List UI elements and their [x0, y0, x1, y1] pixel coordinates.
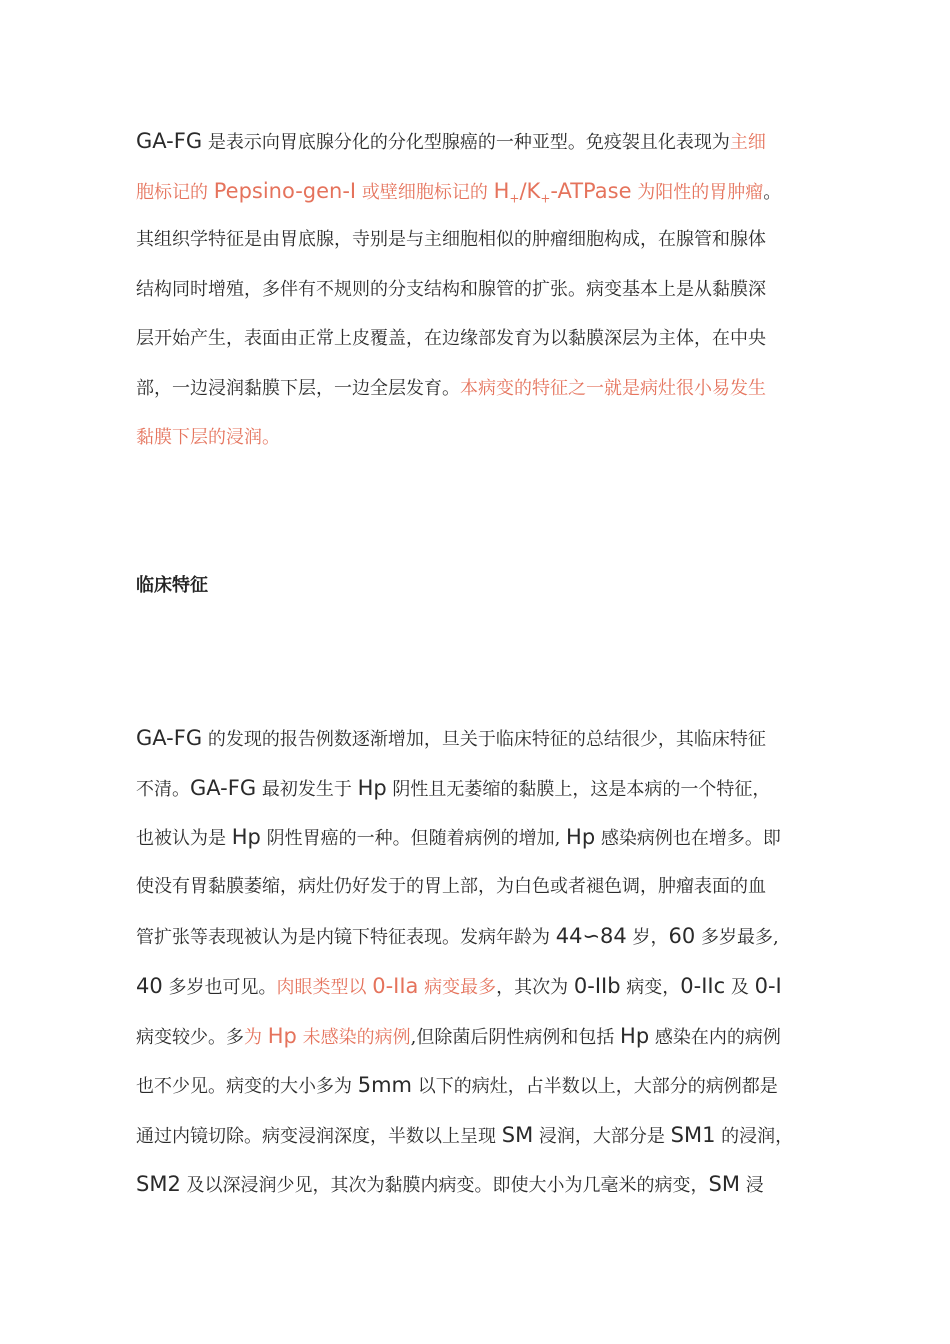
highlighted-text: 胞标记的 [136, 181, 214, 203]
text-line [136, 872, 826, 902]
text-line [136, 225, 826, 255]
text-segment: 浸 [739, 1175, 764, 1197]
text-segment: 浸润，大部分是 [533, 1125, 671, 1147]
text-segment: Hp [357, 775, 387, 800]
text-segment: SM1 [670, 1122, 716, 1147]
text-segment: 也被认为是 [136, 828, 232, 850]
text-line [136, 1021, 826, 1051]
text-segment: GA-FG [190, 775, 257, 800]
text-segment: 的发现的报告例数逐渐增加，旦关于临床特征的总结很少，其临床特征 [202, 729, 766, 750]
text-segment: 其组织学特征是由胃底腺，寺别是与主细胞相似的肿瘤细胞构成，在腺管和腺体 [136, 229, 766, 250]
text-segment: GA-FG [136, 726, 203, 750]
text-segment: 结构同时增殖，多伴有不规则的分支结构和腺管的扩张。病变基本上是从黏膜深 [136, 278, 766, 300]
highlighted-text: 0-IIa [372, 974, 419, 998]
text-segment: 部，一边浸润黏膜下层，一边全层发育。 [136, 377, 460, 399]
text-line [136, 1169, 826, 1199]
text-line [136, 275, 826, 305]
text-segment: Hp [620, 1023, 650, 1048]
text-segment: 0-IIb [573, 974, 621, 998]
text-segment: SM [708, 1172, 740, 1197]
highlighted-text: Hp [267, 1023, 297, 1048]
text-line [136, 723, 826, 753]
text-segment: 使没有胃黏膜萎缩，病灶仍好发于的胃上部，为白色或者褪色调，肿瘤表面的血 [136, 875, 766, 897]
text-segment: 阴性且无萎缩的黏膜上，这是本病的一个特征， [386, 778, 771, 800]
text-segment: 管扩张等表现被认为是内镜下特征表现。发病年龄为 [136, 927, 556, 949]
text-line [136, 1070, 826, 1100]
highlighted-text: 黏膜下层的浸润。 [136, 427, 280, 448]
text-segment: 感染在内的病例 [649, 1026, 781, 1048]
highlighted-text: 为 [244, 1026, 268, 1048]
text-segment: 岁， [626, 927, 669, 949]
text-segment: 0-IIc [680, 974, 726, 998]
text-segment: ，其次为 [496, 977, 574, 998]
highlighted-text: + [509, 191, 520, 206]
highlighted-text: + [540, 191, 551, 206]
text-segment: 不清。 [136, 778, 190, 800]
text-segment: 40 [136, 974, 163, 998]
highlighted-text: /K [519, 178, 541, 203]
text-segment: 44∽84 [555, 924, 627, 949]
text-segment: 的浸润， [715, 1125, 794, 1147]
highlighted-text: 或壁细胞标记的 [356, 181, 494, 203]
text-segment: 是表示向胃底腺分化的分化型腺癌的一种亚型。免疫袈且化表现为 [202, 132, 730, 153]
highlighted-text: Pepsino-gen-I [213, 178, 357, 203]
text-segment: 及 [725, 977, 755, 998]
text-segment: 60 [668, 924, 696, 949]
highlighted-text: 本病变的特征之一就是病灶很小易发生 [460, 377, 766, 399]
text-segment: Hp [231, 825, 261, 850]
text-line [136, 324, 826, 354]
text-segment: GA-FG [136, 129, 203, 153]
text-segment: 感染病例也在增多。即 [595, 828, 781, 850]
text-line [136, 126, 826, 156]
highlighted-text: H [493, 178, 510, 203]
highlighted-text: 主细 [729, 132, 766, 153]
section-heading-clinical-features: 临床特征 [136, 575, 208, 596]
text-segment: 0-I [754, 974, 782, 998]
text-line [136, 423, 826, 453]
text-segment: 及以深浸润少见，其次为黏膜内病变。即使大小为几毫米的病变， [180, 1175, 709, 1197]
text-segment: 。 [763, 181, 782, 203]
text-segment: SM [501, 1122, 534, 1147]
text-line [136, 176, 826, 206]
text-segment: Hp [566, 825, 596, 850]
highlighted-text: 肉眼类型以 [276, 977, 373, 998]
text-line [136, 374, 826, 404]
text-segment: 病变较少。多 [136, 1026, 244, 1048]
text-line [136, 773, 826, 803]
text-line [136, 822, 826, 852]
highlighted-text: -ATPase [550, 178, 632, 203]
text-segment: 5mm [357, 1073, 413, 1098]
text-segment: 多岁也可见。 [162, 977, 277, 998]
text-line [136, 1120, 826, 1150]
text-segment: 也不少见。病变的大小多为 [136, 1076, 358, 1098]
text-segment: 层开始产生，表面由正常上皮覆盖，在边缘部发育为以黏膜深层为主体，在中央 [136, 328, 766, 349]
text-segment: ,但除菌后阴性病例和包括 [410, 1026, 621, 1048]
text-segment: 病变， [620, 977, 681, 998]
text-segment: 阴性胃癌的一种。但随着病例的增加, [260, 828, 567, 850]
text-line [136, 971, 826, 1001]
text-segment: 通过内镜切除。病变浸润深度，半数以上呈现 [136, 1125, 502, 1147]
text-segment: 多岁最多, [695, 927, 779, 949]
highlighted-text: 未感染的病例 [296, 1026, 411, 1048]
highlighted-text: 病变最多 [418, 977, 497, 998]
text-segment: 以下的病灶，占半数以上，大部分的病例都是 [412, 1076, 778, 1098]
text-line [136, 921, 826, 951]
text-segment: SM2 [136, 1172, 181, 1197]
text-segment: 最初发生于 [256, 778, 358, 800]
highlighted-text: 为阳性的胃肿瘤 [631, 181, 764, 203]
